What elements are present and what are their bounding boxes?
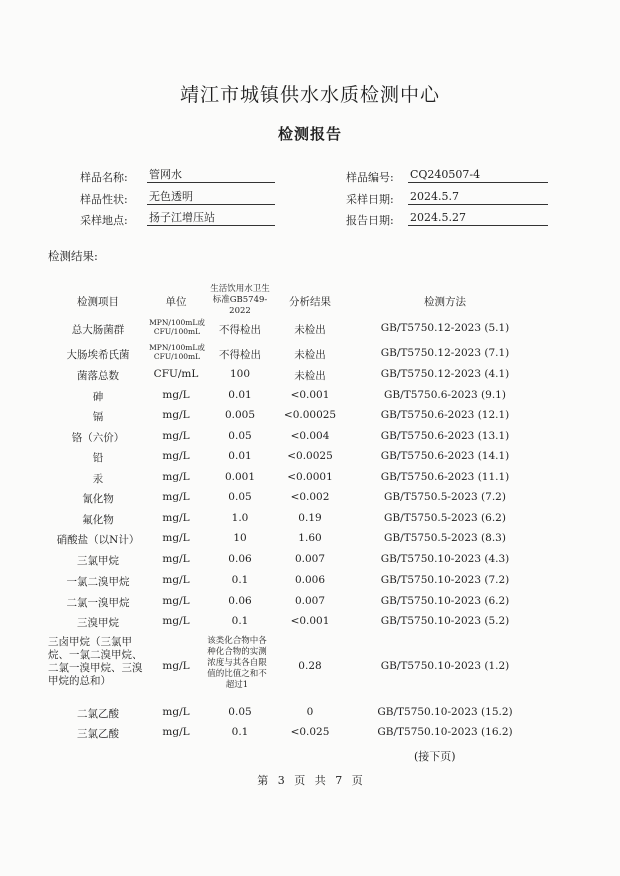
- table-row-standard: 0.01: [228, 450, 252, 462]
- table-row-standard: 0.05: [228, 430, 252, 442]
- table-row-unit: mg/L: [162, 491, 190, 503]
- table-row-result: <0.025: [290, 726, 330, 738]
- report-date-value: 2024.5.27: [408, 211, 548, 226]
- table-row-unit: mg/L: [162, 726, 190, 738]
- table-row-result: 0.006: [294, 574, 326, 586]
- table-row-standard: 0.1: [231, 726, 249, 738]
- table-row-unit: MPN/100mL或CFU/100mL: [149, 343, 205, 361]
- table-row-item: 总大肠菌群: [71, 324, 125, 336]
- table-row-method: GB/T5750.12-2023 (7.1): [380, 347, 510, 359]
- table-row-standard: 不得检出: [219, 324, 261, 336]
- table-row-item: 铬（六价）: [71, 432, 125, 444]
- table-row-result: 0.007: [294, 553, 326, 565]
- table-row-method: GB/T5750.6-2023 (9.1): [384, 389, 506, 401]
- table-row-item: 大肠埃希氏菌: [66, 349, 130, 361]
- table-row-method: GB/T5750.12-2023 (4.1): [380, 368, 510, 380]
- table-row-method: GB/T5750.6-2023 (14.1): [380, 450, 510, 462]
- table-row-result: 0.007: [294, 595, 326, 607]
- table-row-item: 汞: [92, 473, 104, 485]
- sample-prop-value: 无色透明: [147, 190, 275, 205]
- table-row-result: <0.001: [290, 389, 330, 401]
- table-row-result: 0: [306, 706, 314, 718]
- table-row-result: 未检出: [294, 324, 326, 336]
- table-row-unit: MPN/100mL或CFU/100mL: [149, 318, 205, 336]
- header-result: 分析结果: [289, 296, 331, 308]
- table-row-method: GB/T5750.6-2023 (11.1): [380, 471, 510, 483]
- table-row-method: GB/T5750.10-2023 (15.2): [377, 706, 513, 718]
- sample-no-label: 样品编号:: [346, 171, 394, 184]
- table-row-standard: 0.1: [231, 615, 249, 627]
- table-row-unit: mg/L: [162, 532, 190, 544]
- table-row-standard: 0.1: [231, 574, 249, 586]
- table-row-item: 二氯乙酸: [77, 708, 119, 720]
- table-row-standard: 10: [233, 532, 247, 544]
- table-row-item: 铅: [92, 452, 104, 464]
- table-row-item: 菌落总数: [77, 370, 119, 382]
- table-row-item: 镉: [92, 411, 104, 423]
- sample-site-value: 扬子江增压站: [147, 211, 275, 226]
- table-row-method: GB/T5750.10-2023 (7.2): [380, 574, 510, 586]
- table-row-method: GB/T5750.5-2023 (6.2): [384, 512, 506, 524]
- table-row-item: 一氯二溴甲烷: [66, 576, 130, 588]
- header-method: 检测方法: [424, 296, 466, 308]
- sample-date-value: 2024.5.7: [408, 190, 548, 205]
- table-row-result: 0.28: [298, 660, 322, 672]
- table-row-unit: mg/L: [162, 471, 190, 483]
- table-row-standard: 0.06: [228, 595, 252, 607]
- table-row-method: GB/T5750.6-2023 (13.1): [380, 430, 510, 442]
- sample-no-value: CQ240507-4: [408, 168, 548, 183]
- table-row-result: 0.19: [298, 512, 322, 524]
- table-row-unit: mg/L: [162, 430, 190, 442]
- sample-name-label: 样品名称:: [80, 171, 128, 184]
- table-row-standard: 不得检出: [219, 349, 261, 361]
- table-row-item: 氟化物: [82, 514, 114, 526]
- results-section-label: 检测结果:: [48, 249, 98, 263]
- table-row-result: <0.004: [290, 430, 330, 442]
- table-row-unit: mg/L: [162, 389, 190, 401]
- table-row-standard: 该类化合物中各种化合物的实测浓度与其各自限值的比值之和不超过1: [207, 636, 267, 690]
- header-standard: 生活饮用水卫生标准GB5749-2022: [210, 284, 270, 316]
- page-number: 第 3 页 共 7 页: [257, 774, 363, 787]
- table-row-standard: 0.005: [224, 409, 256, 421]
- table-row-item: 三卤甲烷（三氯甲烷、一氯二溴甲烷、二氯一溴甲烷、三溴甲烷的总和）: [48, 636, 143, 687]
- table-row-unit: mg/L: [162, 409, 190, 421]
- table-row-unit: mg/L: [162, 706, 190, 718]
- org-name: 靖江市城镇供水水质检测中心: [179, 84, 440, 106]
- table-row-method: GB/T5750.10-2023 (1.2): [380, 660, 510, 672]
- table-row-item: 氰化物: [82, 493, 114, 505]
- sample-prop-label: 样品性状:: [80, 193, 128, 206]
- table-row-standard: 0.05: [228, 491, 252, 503]
- table-row-unit: mg/L: [162, 615, 190, 627]
- table-row-unit: mg/L: [162, 553, 190, 565]
- table-row-unit: mg/L: [162, 595, 190, 607]
- table-row-method: GB/T5750.10-2023 (6.2): [380, 595, 510, 607]
- sample-site-label: 采样地点:: [80, 214, 128, 227]
- report-title: 检测报告: [277, 125, 342, 143]
- table-row-standard: 0.01: [228, 389, 252, 401]
- table-row-standard: 0.06: [228, 553, 252, 565]
- table-row-standard: 1.0: [231, 512, 249, 524]
- table-row-method: GB/T5750.5-2023 (8.3): [384, 532, 506, 544]
- continued-note: (接下页): [414, 750, 456, 763]
- table-row-standard: 0.05: [228, 706, 252, 718]
- table-row-result: <0.0001: [287, 471, 333, 483]
- table-row-result: 未检出: [294, 370, 326, 382]
- table-row-unit: mg/L: [162, 512, 190, 524]
- table-row-unit: mg/L: [162, 660, 190, 672]
- table-row-method: GB/T5750.10-2023 (4.3): [380, 553, 510, 565]
- table-row-unit: mg/L: [162, 450, 190, 462]
- table-row-result: <0.00025: [283, 409, 337, 421]
- table-row-method: GB/T5750.10-2023 (16.2): [377, 726, 513, 738]
- table-row-unit: CFU/mL: [153, 368, 199, 380]
- table-row-method: GB/T5750.12-2023 (5.1): [380, 322, 510, 334]
- table-row-item: 三氯甲烷: [77, 555, 119, 567]
- table-row-standard: 0.001: [224, 471, 256, 483]
- table-row-item: 砷: [92, 391, 104, 403]
- table-row-item: 三溴甲烷: [77, 617, 119, 629]
- header-item: 检测项目: [77, 296, 119, 308]
- table-row-result: <0.0025: [287, 450, 333, 462]
- table-row-item: 硝酸盐（以N计）: [56, 534, 140, 546]
- sample-date-label: 采样日期:: [346, 193, 394, 206]
- table-row-result: <0.001: [290, 615, 330, 627]
- table-row-result: 1.60: [298, 532, 322, 544]
- header-unit: 单位: [165, 296, 187, 308]
- sample-name-value: 管网水: [147, 168, 275, 183]
- table-row-result: <0.002: [290, 491, 330, 503]
- table-row-unit: mg/L: [162, 574, 190, 586]
- table-row-standard: 100: [229, 368, 251, 380]
- table-row-method: GB/T5750.10-2023 (5.2): [380, 615, 510, 627]
- table-row-item: 三氯乙酸: [77, 728, 119, 740]
- table-row-result: 未检出: [294, 349, 326, 361]
- table-row-method: GB/T5750.5-2023 (7.2): [384, 491, 506, 503]
- report-date-label: 报告日期:: [346, 214, 394, 227]
- table-row-item: 二氯一溴甲烷: [66, 597, 130, 609]
- table-row-method: GB/T5750.6-2023 (12.1): [380, 409, 510, 421]
